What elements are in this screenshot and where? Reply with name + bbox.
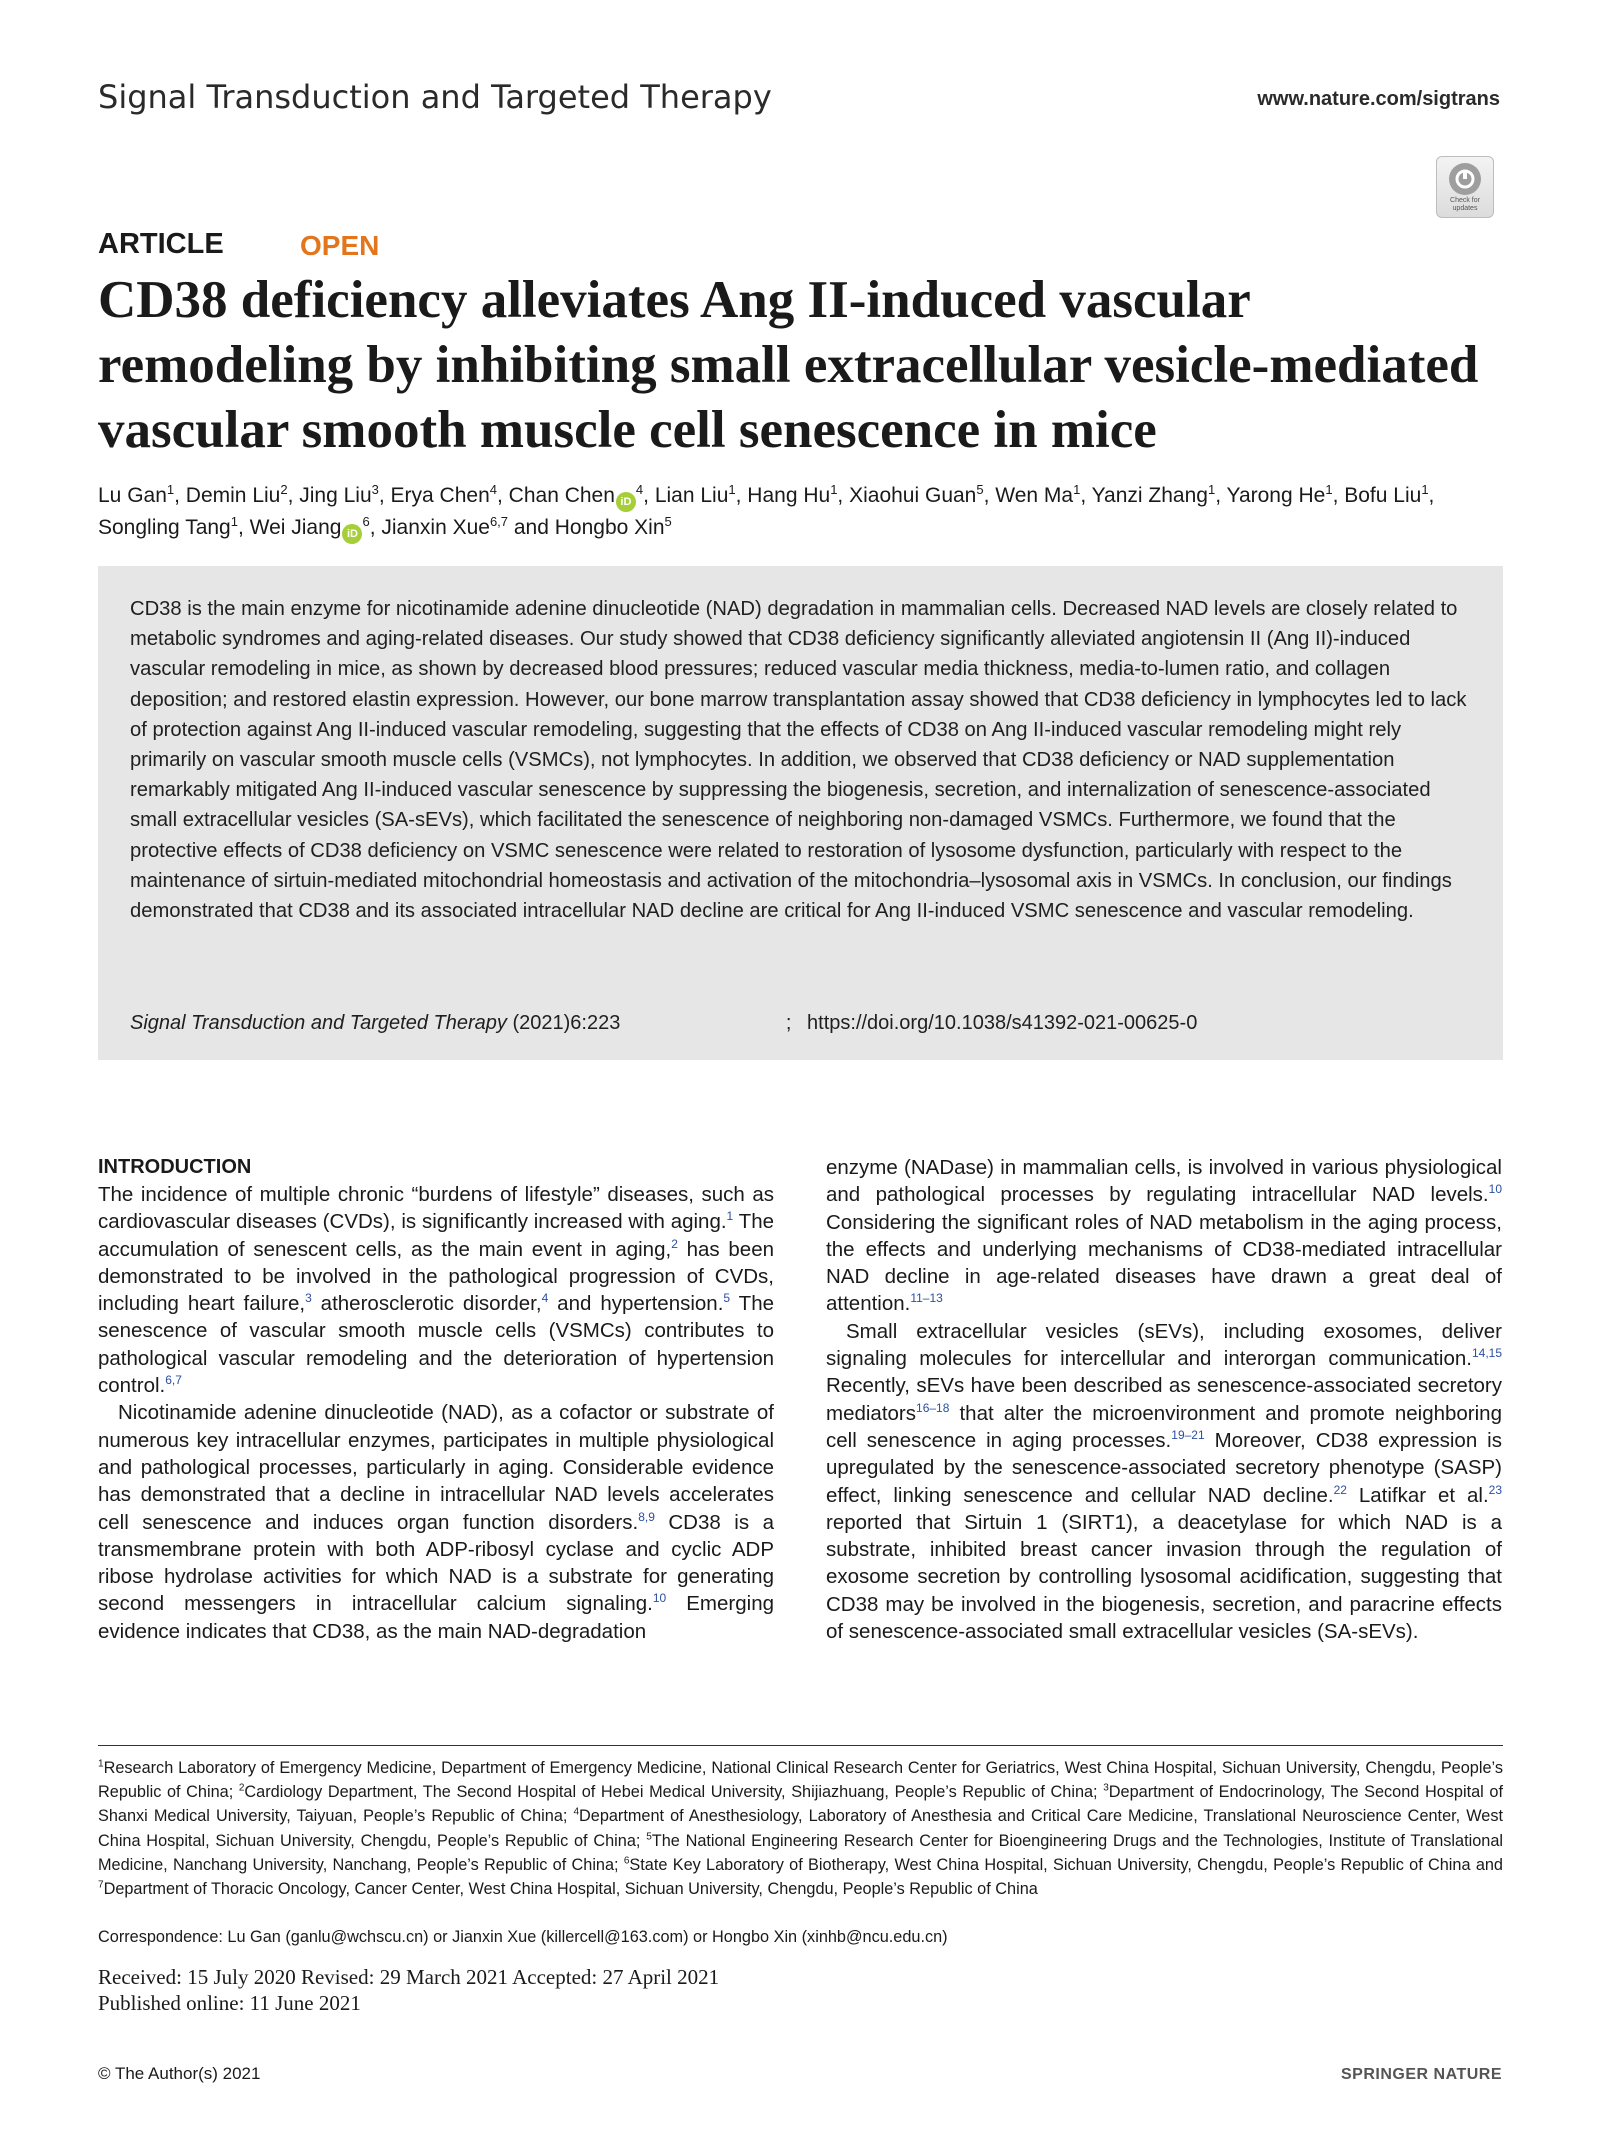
reference-citation[interactable]: 10 [652, 1591, 667, 1606]
text-run: Latifkar et al. [1346, 1483, 1489, 1507]
author [849, 484, 984, 507]
citation-separator: ; [785, 1012, 792, 1034]
author-name: Jing Liu [299, 484, 372, 507]
author-affiliation-number: 6 [362, 514, 370, 529]
author [509, 484, 643, 507]
reference-citation[interactable]: 11–13 [910, 1291, 943, 1306]
author [299, 484, 379, 507]
author [250, 516, 370, 539]
author-name: Wei Jiang [249, 516, 342, 539]
citation-line [130, 1012, 1197, 1035]
journal-name: Signal Transduction and Targeted Therapy [98, 78, 772, 116]
author [555, 516, 672, 539]
author-name: Hang Hu [747, 484, 831, 507]
text-run: CD38 is a transmembrane protein with both ADP-ribosyl cyclase and cyclic ADP ribose hydrolase activities for which NAD is a substrate for generating second messengers in intracellular calcium signaling. [98, 1510, 774, 1616]
author-name: Lu Gan [98, 484, 167, 507]
author [747, 484, 837, 507]
author-name: Wen Ma [995, 484, 1074, 507]
author [98, 484, 174, 507]
author-name: Yarong He [1226, 484, 1326, 507]
text-run: atherosclerotic disorder, [311, 1292, 542, 1316]
author-affiliation-number: 1 [830, 482, 838, 497]
author-list: Lu Gan$^1$, Demin Liu$^2$, Jing Liu$^3$, Erya Chen$^4$, Chan Chen $iD^4$, Lian Liu$^1$, Hang Hu$^1$, Xiaohui Guan$^5$, Wen Ma$^1$, Yanzi Zhang$^1$, Yarong He$^1$, Bofu Liu$^1$, Songling Tang$^1$, Wei Jiang $iD^6$, Jianxin Xue$^{6,7}$ and Hongbo Xin$^5$ [98, 480, 1508, 544]
text-run: enzyme (NADase) in mammalian cells, is involved in various physiological and pathological processes by regulating intracellular NAD levels. [826, 1156, 1502, 1207]
author-affiliation-number: 4 [635, 482, 644, 497]
author-name: Bofu Liu [1344, 484, 1422, 507]
check-for-updates-label: Check for updates [1450, 197, 1480, 212]
text-run: The incidence of multiple chronic “burdens of lifestyle” diseases, such as cardiovascular diseases (CVDs), is significantly increased with aging. [98, 1183, 774, 1234]
publisher-logo: SPRINGER NATURE [1341, 2066, 1502, 2083]
citation-doi-link[interactable]: https://doi.org/10.1038/s41392-021-00625-0 [807, 1012, 1198, 1034]
reference-citation[interactable]: 3 [305, 1291, 312, 1306]
text-run: The National Engineering Research Center for Bioengineering Drugs and the Technologies, Institute of Translational Medicine, Nanchang University, Nanchang, People’s Republic of China; [98, 1831, 1503, 1874]
reference-citation[interactable]: 4 [541, 1291, 549, 1306]
text-run: State Key Laboratory of Biotherapy, West China Hospital, Sichuan University, Chengdu, People’s Republic of China and [629, 1855, 1503, 1874]
author-affiliation-number: 6,7 [489, 514, 509, 529]
citation-journal: Signal Transduction and Targeted Therapy [130, 1012, 507, 1034]
author-affiliation-number: 2 [280, 482, 288, 497]
reference-citation[interactable]: 16–18 [916, 1400, 950, 1415]
affiliation-number: 1 [98, 1758, 104, 1770]
text-run: Department of Thoracic Oncology, Cancer Center, West China Hospital, Sichuan University, Chengdu, People’s Republic of China [103, 1880, 1038, 1899]
dates-received-revised-accepted: Received: 15 July 2020 Revised: 29 March 2021 Accepted: 27 April 2021 [98, 1965, 720, 1989]
affiliation-number: 2 [238, 1782, 245, 1794]
author [1227, 484, 1333, 507]
author-name: Yanzi Zhang [1091, 484, 1208, 507]
reference-citation[interactable]: 14,15 [1471, 1346, 1502, 1361]
author-affiliation-number: 1 [728, 482, 736, 497]
author-name: Demin Liu [185, 484, 281, 507]
author-affiliation-number: 1 [1325, 482, 1333, 497]
text-run: Emerging evidence indicates that CD38, as the main NAD-degradation [98, 1592, 774, 1643]
intro-paragraph-4 [826, 1318, 1502, 1646]
author [391, 484, 497, 507]
intro-paragraph-1 [98, 1181, 774, 1399]
text-run: Department of Anesthesiology, Laboratory of Anesthesia and Critical Care Medicine, Translational Neuroscience Center, West China Hospital, Sichuan University, Chengdu, People’s Republic of China; [98, 1807, 1504, 1850]
author [1092, 484, 1216, 507]
footnote-divider [98, 1745, 1503, 1746]
affiliation-number: 7 [98, 1879, 104, 1891]
author-name: Jianxin Xue [381, 516, 490, 539]
author-affiliation-number: 1 [230, 514, 238, 529]
body-column-left [98, 1154, 774, 1645]
text-run: Cardiology Department, The Second Hospital of Hebei Medical University, Shijiazhuang, People’s Republic of China; [244, 1783, 1104, 1802]
author [655, 484, 736, 507]
reference-citation[interactable]: 19–21 [1171, 1428, 1205, 1443]
affiliation-number: 4 [573, 1806, 579, 1818]
reference-citation[interactable]: 2 [671, 1236, 678, 1251]
check-for-updates-button[interactable] [1436, 156, 1494, 218]
affiliations [98, 1756, 1503, 1901]
copyright-notice: © The Author(s) 2021 [98, 2064, 261, 2083]
author-name: Chan Chen [508, 484, 615, 507]
text-run: that alter the microenvironment and promote neighboring cell senescence in aging processes. [826, 1401, 1502, 1452]
author-name: Erya Chen [390, 484, 490, 507]
dates-published-online: Published online: 11 June 2021 [98, 1991, 361, 2015]
author-affiliation-number: 4 [489, 482, 497, 497]
text-run: Small extracellular vesicles (sEVs), including exosomes, deliver signaling molecules for intercellular and interorgan communication. [826, 1319, 1502, 1371]
author [1344, 484, 1428, 507]
abstract-box [98, 566, 1503, 1060]
text-run: Nicotinamide adenine dinucleotide (NAD), as a cofactor or substrate of numerous key intracellular enzymes, participates in multiple physiological and pathological processes, particularly in aging. Considerable evidence has demonstrated that a decline in intracellular NAD levels accelerates cell senescence and induces organ function disorders. [98, 1401, 774, 1534]
correspondence: Correspondence: Lu Gan (ganlu@wchscu.cn) or Jianxin Xue (killercell@163.com) or Hongbo Xin (xinhb@ncu.edu.cn) [98, 1928, 948, 1946]
text-run: Research Laboratory of Emergency Medicine, Department of Emergency Medicine, National Clinical Research Center for Geriatrics, West China Hospital, Sichuan University, Chengdu, People’s Republic of China; [98, 1759, 1503, 1802]
author-affiliation-number: 5 [976, 482, 984, 497]
orcid-icon[interactable]: iD [616, 492, 636, 512]
text-run: The accumulation of senescent cells, as the main event in aging, [98, 1210, 774, 1261]
author [186, 484, 288, 507]
citation-volume: (2021)6:223 [512, 1012, 621, 1034]
reference-citation[interactable]: 1 [726, 1209, 734, 1224]
author-name: Hongbo Xin [554, 516, 665, 539]
intro-paragraph-2 [98, 1399, 774, 1645]
text-run: and hypertension. [548, 1292, 724, 1316]
journal-website-link[interactable]: www.nature.com/sigtrans [1257, 88, 1500, 110]
text-run: Recently, sEVs have been described as senescence-associated secretory mediators [826, 1374, 1502, 1425]
reference-citation[interactable]: 23 [1488, 1482, 1502, 1497]
text-run: Department of Endocrinology, The Second Hospital of Shanxi Medical University, Taiyuan, People’s Republic of China; [98, 1783, 1503, 1826]
body-column-right [826, 1154, 1502, 1645]
section-heading-introduction: INTRODUCTION [98, 1156, 252, 1178]
reference-citation[interactable]: 5 [723, 1291, 731, 1306]
author-affiliation-number: 1 [1421, 482, 1429, 497]
text-run: reported that Sirtuin 1 (SIRT1), a deacetylase for which NAD is a substrate, inhibited breast cancer invasion through the regulation of exosome secretion by controlling lysosomal acidification, suggesting that CD38 may be involved in the biogenesis, secretion, and paracrine effects of senescence-associated small extracellular vesicles (SA-sEVs). [826, 1510, 1502, 1644]
reference-citation[interactable]: 6,7 [165, 1373, 182, 1388]
check-for-updates-icon [1449, 163, 1481, 195]
affiliation-number: 3 [1103, 1782, 1109, 1794]
author-affiliation-number: 1 [1207, 482, 1216, 497]
author [381, 516, 508, 539]
article-type-label: ARTICLE [98, 228, 224, 260]
affiliation-number: 5 [646, 1831, 652, 1843]
affiliation-number: 6 [623, 1855, 630, 1867]
author [995, 484, 1080, 507]
text-run: Moreover, CD38 expression is upregulated by the senescence-associated secretory phenotype (SASP) effect, linking senescence and cellular NAD decline. [826, 1428, 1502, 1507]
text-run: has been demonstrated to be involved in the pathological progression of CVDs, including heart failure, [98, 1237, 774, 1316]
open-access-label: OPEN [300, 230, 380, 261]
author [98, 516, 238, 539]
author-name: Lian Liu [654, 484, 729, 507]
orcid-icon[interactable]: iD [342, 524, 362, 544]
author-name: Songling Tang [98, 516, 231, 539]
reference-citation[interactable]: 22 [1333, 1482, 1347, 1497]
author-name: Xiaohui Guan [849, 484, 977, 507]
author-affiliation-number: 1 [166, 482, 175, 497]
intro-paragraph-3 [826, 1154, 1502, 1318]
text-run: Considering the significant roles of NAD metabolism in the aging process, the effects and underlying mechanisms of CD38-mediated intracellular NAD decline in age-related diseases have drawn a great deal of attention. [826, 1210, 1502, 1316]
abstract-text: CD38 is the main enzyme for nicotinamide adenine dinucleotide (NAD) degradation in mammalian cells. Decreased NAD levels are closely related to metabolic syndromes and aging-related diseases. Our study showed that CD38 deficiency significantly alleviated angiotensin II (Ang II)-induced vascular remodeling in mice, as shown by decreased blood pressures; reduced vascular media thickness, media-to-lumen ratio, and collagen deposition; and restored elastin expression. However, our bone marrow transplantation assay showed that CD38 deficiency in lymphocytes led to lack of protection against Ang II-induced vascular remodeling, suggesting that the effects of CD38 on Ang II-induced vascular remodeling might rely primarily on vascular smooth muscle cells (VSMCs), not lymphocytes. In addition, we observed that CD38 deficiency or NAD supplementation remarkably mitigated Ang II-induced vascular senescence by suppressing the biogenesis, secretion, and internalization of senescence-associated small extracellular vesicles (SA-sEVs), which facilitated the senescence of neighboring non-damaged VSMCs. Furthermore, we found that the protective effects of CD38 deficiency on VSMC senescence were related to restoration of lysosome dysfunction, particularly with respect to the maintenance of sirtuin-mediated mitochondrial homeostasis and activation of the mitochondria–lysosomal axis in VSMCs. In conclusion, our findings demonstrated that CD38 and its associated intracellular NAD decline are critical for Ang II-induced VSMC senescence and vascular remodeling. [130, 598, 1467, 923]
article-title: CD38 deficiency alleviates Ang II-induced vascular remodeling by inhibiting small extracellular vesicle-mediated vascular smooth muscle cell senescence in mice [98, 271, 1479, 459]
author-affiliation-number: 3 [371, 482, 379, 497]
reference-citation[interactable]: 8,9 [638, 1509, 655, 1524]
author-affiliation-number: 5 [664, 514, 672, 529]
text-run: The senescence of vascular smooth muscle cells (VSMCs) contributes to pathological vascular remodeling and the deterioration of hypertension control. [98, 1292, 775, 1398]
publication-dates [98, 1964, 719, 2016]
reference-citation[interactable]: 10 [1488, 1182, 1502, 1197]
author-affiliation-number: 1 [1073, 482, 1081, 497]
